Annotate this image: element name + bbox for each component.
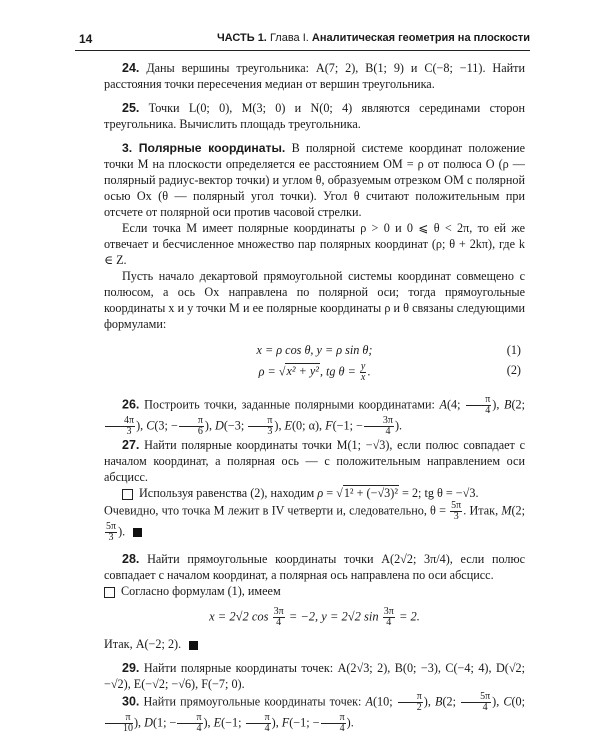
problem-text: Найти прямоугольные координаты точек: bbox=[143, 694, 362, 709]
formula-tg: , tg θ = bbox=[319, 364, 356, 379]
chapter-title: Аналитическая геометрия на плоскости bbox=[311, 32, 530, 44]
solution-27: Используя равенства (2), находим ρ = √1² + (−√3)² = 2; tg θ = −√3. bbox=[104, 485, 525, 501]
section-text: В полярной системе координат положение точки M на плоскости определяется ее расстоянием OM = ρ от полюса O (ρ — полярный радиус-вектор точки) и углом θ, образуемым отрезком OM с полярной осью Ox (θ — полярный угол точки). Угол θ считают положительным при отсчете от полярной оси против часовой стрелки. bbox=[104, 141, 525, 219]
fraction-y-over-x: $\frac{y}{x}$ bbox=[360, 361, 366, 383]
section-title: 3. Полярные координаты. bbox=[122, 141, 286, 155]
solution-27-cont: Очевидно, что точка M лежит в IV четверти и, следовательно, θ = $\frac{5\pi}{3}$ . Итак, M(2; $\frac{5\pi}{3}$ ). bbox=[104, 500, 526, 543]
problem-text: Найти полярные координаты точки M(1; −√3), если полюс совпадает с началом координат, а полярная ось — с положительным направлением оси абсцисс. bbox=[104, 438, 525, 484]
problem-29 bbox=[104, 660, 525, 692]
solution-start-icon bbox=[104, 587, 115, 598]
result-28: Итак, A(−2; 2). bbox=[104, 636, 525, 652]
problem-number: 28. bbox=[122, 552, 140, 566]
problem-28 bbox=[104, 551, 525, 583]
formula-28: x = 2√2 cos $\frac{3\pi}{4}$ = −2, y = 2√2 sin $\frac{3\pi}{4}$ = 2. bbox=[209, 606, 420, 628]
qed-icon bbox=[189, 641, 198, 650]
qed-icon bbox=[133, 528, 142, 537]
formula-rho: ρ = √ bbox=[258, 364, 286, 379]
problem-24 bbox=[104, 60, 525, 92]
formula-text: x = ρ cos θ, y = ρ sin θ; bbox=[256, 343, 373, 357]
problem-25 bbox=[104, 100, 525, 132]
section-3-lead bbox=[104, 140, 525, 220]
problem-number: 30. bbox=[122, 694, 140, 709]
page-body bbox=[104, 60, 525, 734]
equation-number: (2) bbox=[506, 363, 521, 377]
section-3-p2: Если точка M имеет полярные координаты ρ > 0 и 0 ⩽ θ < 2π, то ей же отвечает и бесчисленное множество пар полярных координат (ρ; θ + 2kπ), где k ∈ Z. bbox=[104, 221, 525, 267]
equation-number: (1) bbox=[506, 343, 521, 357]
formula-2: ρ = √x² + y², tg θ = $\frac{y}{x}$ . (2) bbox=[258, 361, 521, 383]
problem-number: 29. bbox=[122, 661, 140, 675]
page-number: 14 bbox=[79, 32, 93, 46]
solution-start-icon bbox=[122, 489, 133, 500]
running-head bbox=[75, 30, 530, 51]
problem-26: 26. Построить точки, заданные полярными координатами: A(4; $\frac{\pi}{4}$ ), B(2; $\frac{4\pi}{3}$ ), C(3; − $\frac{\pi}{6}$ ), D(−3; $\frac{\pi}{3}$ ), E(0; α), F(−1; − $\frac{3\pi}{4}$ ). bbox=[104, 395, 525, 437]
part-label: ЧАСТЬ 1. bbox=[216, 32, 267, 44]
problem-text: Построить точки, заданные полярными координатами: bbox=[144, 397, 435, 412]
problem-number: 26. bbox=[122, 397, 140, 412]
problem-30: 30. Найти прямоугольные координаты точек: A(10; $\frac{\pi}{2}$ ), B(2; $\frac{5\pi}{4}$ ), C(0; $\frac{\pi}{10}$ ), D(1; − $\frac{\pi}{4}$ ), E(−1; $\frac{\pi}{4}$ ), F(−1; − $\frac{\pi}{4}$ ). bbox=[104, 692, 525, 734]
formula-radicand: x² + y² bbox=[286, 364, 319, 379]
problem-number: 27. bbox=[122, 438, 140, 452]
section-3-p3: Пусть начало декартовой прямоугольной системы координат совмещено с полюсом, а ось Ox направлена по полярной оси; тогда прямоугольные координаты x и y точки M и ее полярные координаты ρ и θ связаны следующими формулами: bbox=[104, 269, 525, 331]
problem-27 bbox=[104, 437, 525, 485]
chapter-label: Глава I. bbox=[269, 32, 309, 44]
problem-number: 24. bbox=[122, 61, 140, 75]
problem-number: 25. bbox=[122, 101, 140, 115]
formula-1 bbox=[104, 342, 525, 358]
solution-28: Согласно формулам (1), имеем bbox=[104, 583, 525, 599]
problem-text: Найти полярные координаты точек: A(2√3; 2), B(0; −3), C(−4; 4), D(√2; −√2), E(−√2; −√6), F(−7; 0). bbox=[104, 661, 525, 691]
problem-text: Найти прямоугольные координаты точки A(2√2; 3π/4), если полюс совпадает с началом координат, а полярная ось направлена по оси абсцисс. bbox=[104, 552, 526, 582]
problem-text: Даны вершины треугольника: A(7; 2), B(1; 9) и C(−8; −11). Найти расстояния точки пересечения медиан от вершин треугольника. bbox=[104, 61, 525, 91]
problem-text: Точки L(0; 0), M(3; 0) и N(0; 4) являются серединами сторон треугольника. Вычислить площадь треугольника. bbox=[104, 101, 525, 131]
header-title bbox=[217, 32, 530, 44]
